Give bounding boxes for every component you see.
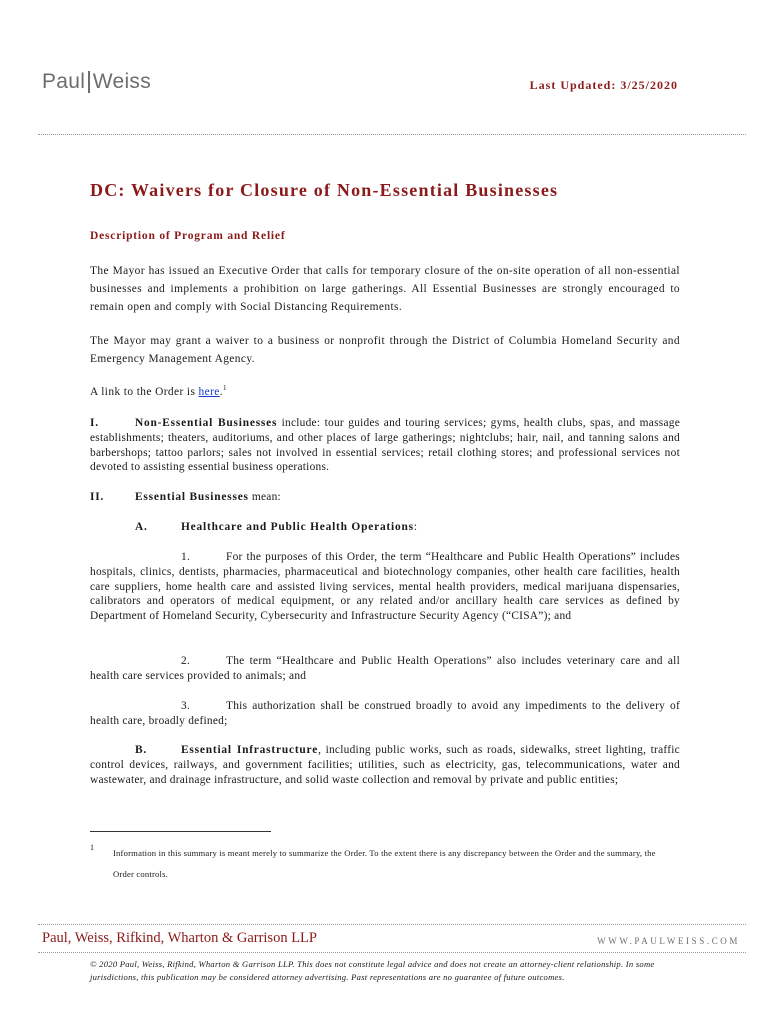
subsection-infrastructure: [90, 743, 680, 787]
section-text: mean:: [248, 491, 281, 503]
logo-left-text: Paul: [42, 70, 86, 93]
list-number: 1.: [181, 551, 191, 563]
footnote-rule: [90, 831, 271, 832]
subsection-heading: Essential Infrastructure: [181, 744, 319, 756]
firm-logo: [42, 70, 151, 94]
page-title: DC: Waivers for Closure of Non-Essential Businesses: [90, 180, 559, 200]
section-subheading: Description of Program and Relief: [90, 230, 286, 242]
footer-website[interactable]: WWW.PAULWEISS.COM: [597, 936, 740, 946]
subsection-letter: A.: [135, 521, 148, 533]
footer-top-divider: [38, 924, 746, 925]
header-divider: [38, 134, 746, 135]
list-item-2: [90, 654, 680, 684]
footer-firm-name: Paul, Weiss, Rifkind, Wharton & Garrison LLP: [42, 930, 317, 946]
last-updated: Last Updated: 3/25/2020: [529, 78, 678, 92]
section-number: II.: [90, 491, 105, 503]
subsection-healthcare: [90, 520, 680, 535]
subsection-text: , including public works, such as roads, sidewalks, street lighting, traffic control devices, railways, and government facilities; utilities, such as electricity, gas, telecommunications, water and wastewater, and drainage infrastructure, and solid waste collection and removal by private and public entities;: [90, 744, 680, 786]
list-item-1: [90, 550, 680, 624]
subsection-text: :: [413, 521, 418, 533]
section-number: I.: [90, 417, 99, 429]
list-number: 2.: [181, 655, 191, 667]
footnote-ref: 1: [223, 384, 227, 393]
list-item-3: [90, 699, 680, 729]
order-link[interactable]: here: [198, 386, 220, 398]
section-heading: Non-Essential Businesses: [135, 417, 278, 429]
intro-paragraph: The Mayor has issued an Executive Order that calls for temporary closure of the on-site operation of all non-essential businesses and implements a prohibition on large gatherings. All Essential Businesses are strongly encouraged to remain open and comply with Social Distancing Requirements.: [90, 265, 680, 313]
order-link-line: [90, 383, 680, 401]
subsection-letter: B.: [135, 744, 148, 756]
section-non-essential: [90, 416, 680, 475]
footnote-text: Information in this summary is meant merely to summarize the Order. To the extent there is any discrepancy between the Order and the summary, the Order controls.: [113, 848, 656, 879]
footer-bottom-divider: [38, 952, 746, 953]
link-suffix: .: [219, 386, 223, 398]
section-essential: [90, 490, 680, 505]
link-prefix: A link to the Order is: [90, 386, 199, 398]
list-text: This authorization shall be construed broadly to avoid any impediments to the delivery of health care, broadly defined;: [90, 700, 680, 727]
list-text: The term “Healthcare and Public Health Operations” also includes veterinary care and all health care services provided to animals; and: [90, 655, 680, 682]
list-number: 3.: [181, 700, 191, 712]
section-text: include: tour guides and touring services; gyms, health clubs, spas, and massage establishments; theaters, auditoriums, and other places of large gatherings; nightclubs; hair, nail, and tanning salons and barbershops; tattoo parlors; sales not involved in essential services; retail clothing stores; and professional services not devoted to assisting essential business operations.: [90, 417, 681, 474]
section-heading: Essential Businesses: [135, 491, 249, 503]
footnote-number: 1: [90, 843, 94, 852]
logo-right-text: Weiss: [92, 70, 152, 93]
footer-disclaimer: © 2020 Paul, Weiss, Rifkind, Wharton & Garrison LLP. This does not constitute legal advice and does not create an attorney-client relationship. In some jurisdictions, this publication may be considered attorney advertising. Past representations are no guarantee of future outcomes.: [90, 959, 655, 982]
subsection-heading: Healthcare and Public Health Operations: [181, 521, 414, 533]
waiver-paragraph: The Mayor may grant a waiver to a business or nonprofit through the District of Columbia Homeland Security and Emergency Management Agency.: [90, 335, 680, 365]
logo-divider: [88, 71, 90, 93]
list-text: For the purposes of this Order, the term “Healthcare and Public Health Operations” includes hospitals, clinics, dentists, pharmacies, pharmaceutical and biotechnology companies, other health care facilities, health care suppliers, home health care and assisted living services, mental health providers, medical marijuana dispensaries, calibrators and operators of medical equipment, or any related and/or ancillary health care services as defined by Department of Homeland Security, Cybersecurity and Infrastructure Security Agency (“CISA”); and: [90, 551, 680, 623]
